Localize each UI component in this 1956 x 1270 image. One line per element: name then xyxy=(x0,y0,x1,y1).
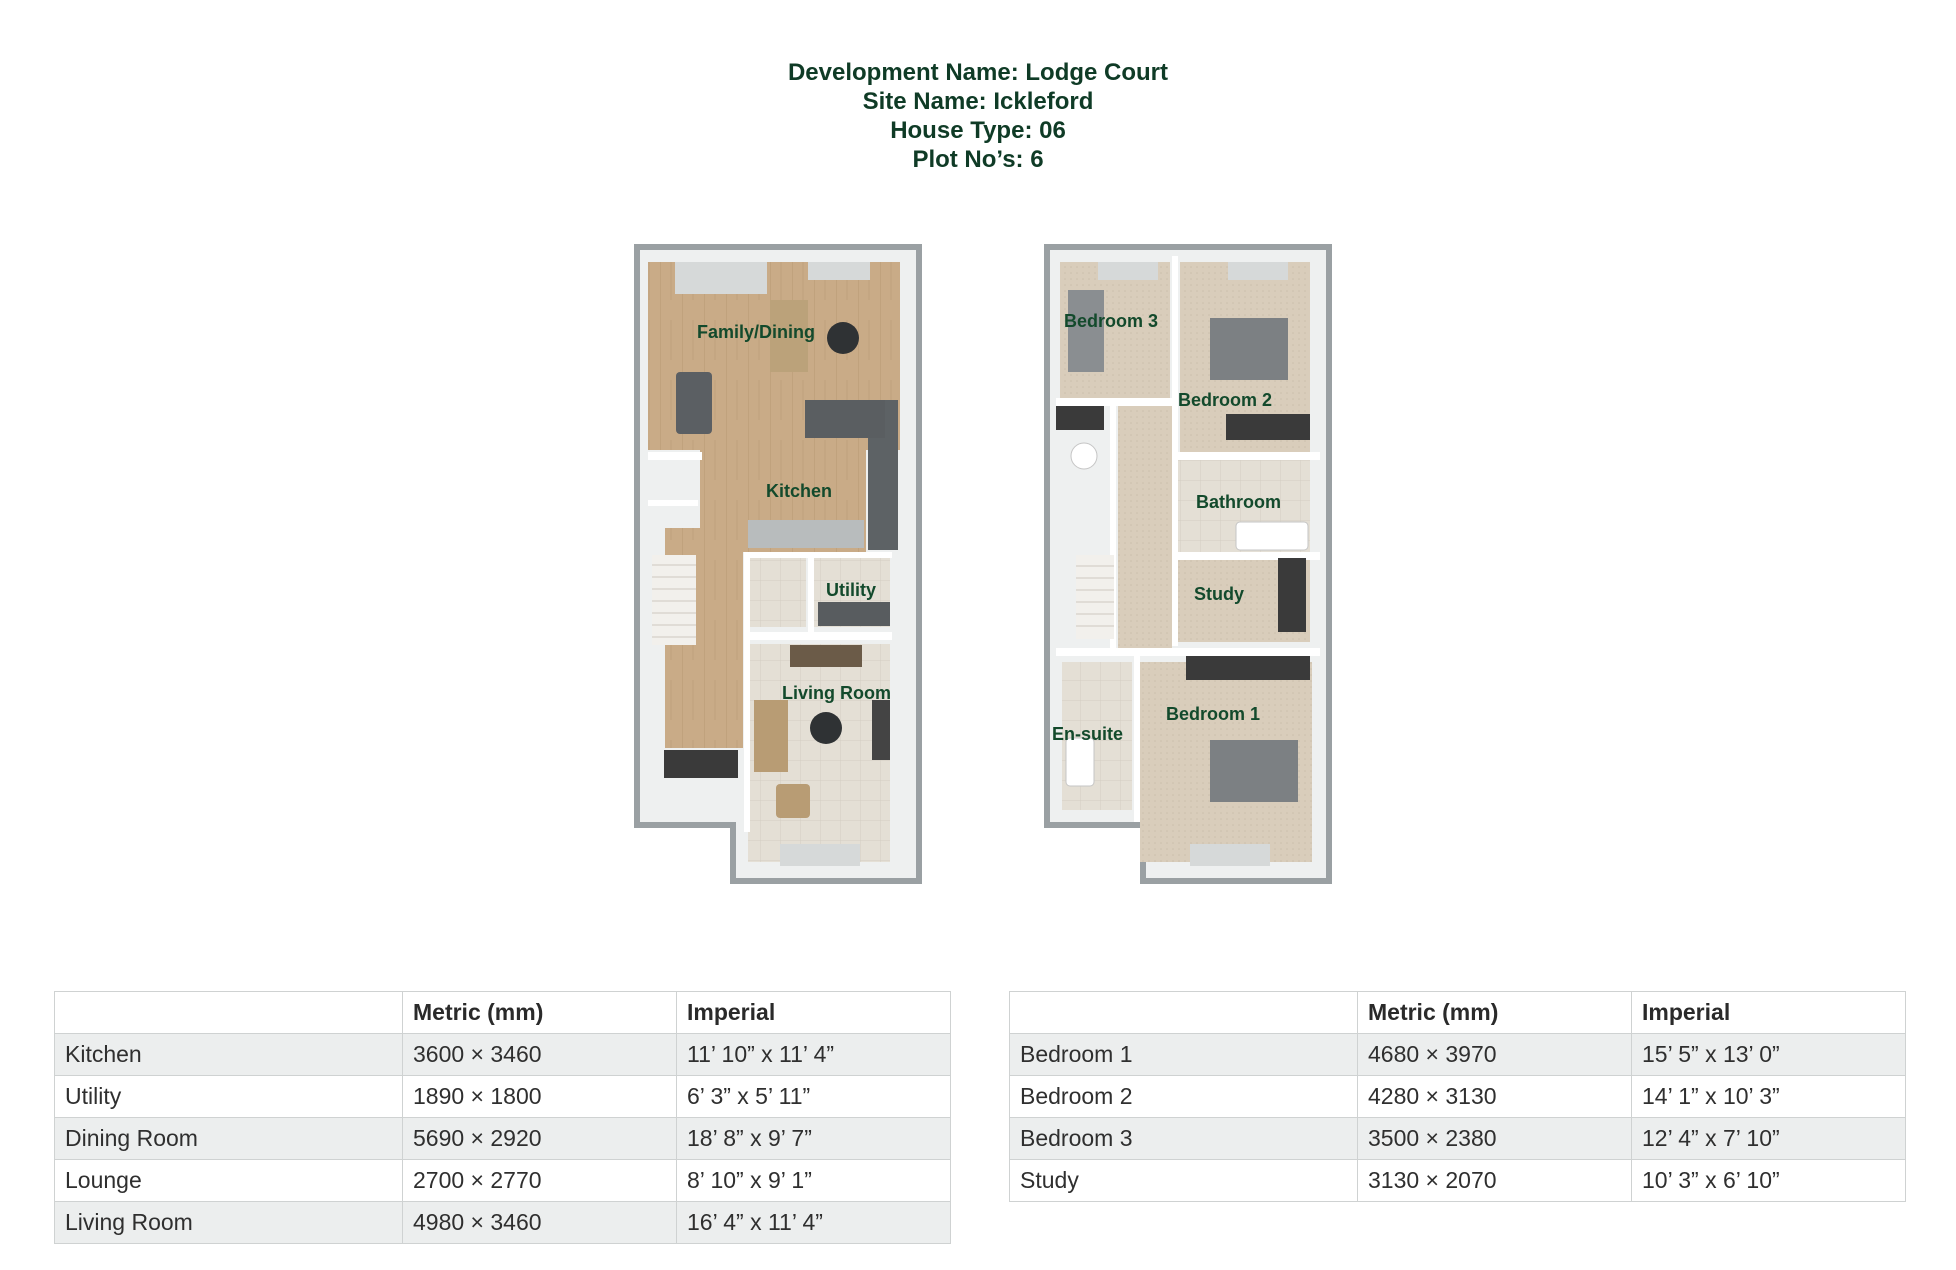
header-room xyxy=(55,992,403,1034)
imperial-size: 8’ 10” x 9’ 1” xyxy=(677,1160,951,1202)
landing-floor xyxy=(1118,405,1172,650)
bath-basin xyxy=(1071,443,1097,469)
table-row xyxy=(55,1118,951,1160)
metric-size: 2700 × 2770 xyxy=(403,1160,677,1202)
house-type: House Type: 06 xyxy=(890,117,1066,144)
room-name: Lounge xyxy=(55,1160,403,1202)
staircase xyxy=(652,555,696,645)
wall xyxy=(1172,256,1178,646)
imperial-size: 14’ 1” x 10’ 3” xyxy=(1632,1076,1906,1118)
imperial-size: 11’ 10” x 11’ 4” xyxy=(677,1034,951,1076)
room-label-study: Study xyxy=(1194,584,1245,604)
window xyxy=(1190,844,1270,866)
plot-numbers: Plot No’s: 6 xyxy=(912,146,1044,173)
tv-unit xyxy=(872,700,890,760)
metric-size: 5690 × 2920 xyxy=(403,1118,677,1160)
table-row xyxy=(55,1160,951,1202)
wall xyxy=(1056,398,1172,406)
header-metric: Metric (mm) xyxy=(1358,992,1632,1034)
utility-counter xyxy=(818,602,890,626)
ensuite-bath xyxy=(1066,738,1094,786)
header-metric: Metric (mm) xyxy=(403,992,677,1034)
dining-table xyxy=(676,372,712,434)
room-name: Dining Room xyxy=(55,1118,403,1160)
room-label-bedroom-3: Bedroom 3 xyxy=(1064,311,1159,331)
table-row xyxy=(55,1076,951,1118)
bathtub xyxy=(1236,522,1308,550)
table-row xyxy=(55,1034,951,1076)
bed-1 xyxy=(1210,740,1298,802)
room-label-bedroom-2: Bedroom 2 xyxy=(1178,390,1273,410)
living-sofa xyxy=(754,700,788,772)
window xyxy=(808,262,870,280)
room-name: Bedroom 1 xyxy=(1010,1034,1358,1076)
wall xyxy=(808,552,814,632)
window xyxy=(1228,262,1288,280)
metric-size: 4280 × 3130 xyxy=(1358,1076,1632,1118)
site-name: Site Name: Ickleford xyxy=(862,88,1094,115)
table-row xyxy=(1010,1118,1906,1160)
room-label-kitchen: Kitchen xyxy=(766,481,833,501)
wardrobe xyxy=(1056,406,1104,430)
metric-size: 1890 × 1800 xyxy=(403,1076,677,1118)
header-imperial: Imperial xyxy=(1632,992,1906,1034)
imperial-size: 12’ 4” x 7’ 10” xyxy=(1632,1118,1906,1160)
wall xyxy=(648,452,702,460)
living-coffee-table xyxy=(810,712,842,744)
wall xyxy=(1056,648,1320,656)
table-header-row xyxy=(55,992,951,1034)
room-label-family-dining: Family/Dining xyxy=(697,322,816,342)
metric-size: 4980 × 3460 xyxy=(403,1202,677,1244)
header-room xyxy=(1010,992,1358,1034)
imperial-size: 15’ 5” x 13’ 0” xyxy=(1632,1034,1906,1076)
imperial-size: 18’ 8” x 9’ 7” xyxy=(677,1118,951,1160)
bed-2 xyxy=(1210,318,1288,380)
room-name: Bedroom 3 xyxy=(1010,1118,1358,1160)
metric-size: 3130 × 2070 xyxy=(1358,1160,1632,1202)
room-label-bedroom-1: Bedroom 1 xyxy=(1166,704,1261,724)
wc-floor xyxy=(748,555,806,627)
wall xyxy=(744,632,892,640)
wall xyxy=(648,500,698,506)
study-desk xyxy=(1278,558,1306,632)
room-name: Living Room xyxy=(55,1202,403,1244)
room-label-living-room: Living Room xyxy=(782,683,891,703)
wall xyxy=(744,552,892,558)
room-name: Kitchen xyxy=(55,1034,403,1076)
imperial-size: 16’ 4” x 11’ 4” xyxy=(677,1202,951,1244)
bedroom1-wardrobe xyxy=(1186,656,1310,680)
metric-size: 3500 × 2380 xyxy=(1358,1118,1632,1160)
room-label-ensuite: En-suite xyxy=(1052,724,1124,744)
ground-floor-dimensions-table xyxy=(54,991,951,1244)
room-label-utility: Utility xyxy=(826,580,877,600)
metric-size: 4680 × 3970 xyxy=(1358,1034,1632,1076)
wall xyxy=(1172,452,1320,460)
window xyxy=(780,844,860,866)
room-name: Study xyxy=(1010,1160,1358,1202)
imperial-size: 6’ 3” x 5’ 11” xyxy=(677,1076,951,1118)
ground-floor-plan xyxy=(634,244,922,884)
table-row xyxy=(1010,1160,1906,1202)
table-row xyxy=(1010,1076,1906,1118)
room-name: Bedroom 2 xyxy=(1010,1076,1358,1118)
imperial-size: 10’ 3” x 6’ 10” xyxy=(1632,1160,1906,1202)
window xyxy=(1098,262,1158,280)
table-row xyxy=(55,1202,951,1244)
table-header-row xyxy=(1010,992,1906,1034)
first-floor-plan xyxy=(1044,244,1332,884)
window xyxy=(675,262,767,294)
development-name: Development Name: Lodge Court xyxy=(787,59,1169,86)
metric-size: 3600 × 3460 xyxy=(403,1034,677,1076)
room-label-bathroom: Bathroom xyxy=(1196,492,1281,512)
staircase xyxy=(1076,555,1114,639)
entrance-mat xyxy=(664,750,738,778)
bedroom2-wardrobe xyxy=(1226,414,1310,440)
bed-3 xyxy=(1068,290,1104,372)
wall xyxy=(1134,656,1140,822)
living-sideboard xyxy=(790,645,862,667)
coffee-table xyxy=(827,322,859,354)
armchair xyxy=(776,784,810,818)
room-name: Utility xyxy=(55,1076,403,1118)
kitchen-island xyxy=(805,400,885,438)
table-row xyxy=(1010,1034,1906,1076)
wall xyxy=(744,552,750,832)
kitchen-counter xyxy=(748,520,864,548)
header-imperial: Imperial xyxy=(677,992,951,1034)
first-floor-dimensions-table xyxy=(1009,991,1906,1202)
